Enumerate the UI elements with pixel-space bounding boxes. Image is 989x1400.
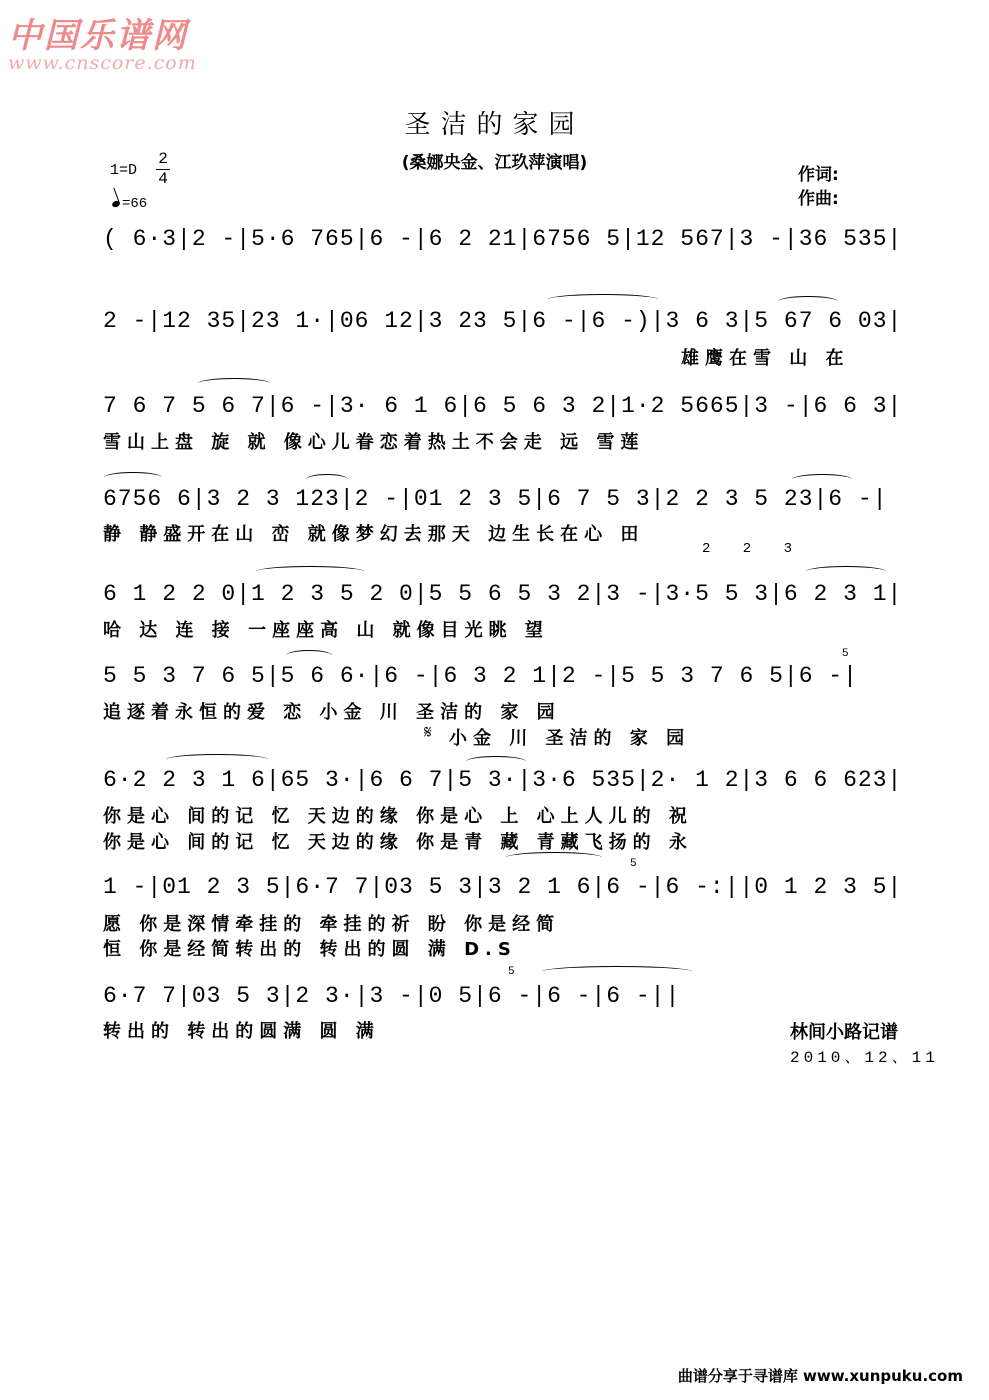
slur-arc [778, 296, 838, 307]
lyrics-system-9: 转出的 转出的圆满 圆 满 [103, 1021, 380, 1042]
key-signature: 1=D [110, 162, 138, 179]
time-signature-bottom: 4 [156, 169, 170, 189]
sub-notes: 2 2 3 [702, 541, 805, 557]
slur-arc [542, 966, 692, 977]
slur-arc [792, 474, 852, 485]
segno-icon: 𝄋 [424, 722, 432, 743]
quarter-note-icon [111, 200, 121, 208]
lyrics-system-2: 雄鹰在雪 山 在 [681, 348, 850, 369]
transcriber-credit: 林间小路记谱 [790, 1022, 898, 1043]
lyrics-system-8-verse-2: 恒 你是经简转出的 转出的圆 满 D.S [103, 939, 517, 960]
slur-arc [256, 566, 364, 577]
lyrics-system-6-verse-2: 小金 川 圣洁的 家 园 [449, 728, 691, 749]
slur-arc [548, 294, 658, 305]
score-system-1: ( 6·3|2 -|5·6 765|6 -|6 2 21|6756 5|12 567|3 -|36 535| [103, 226, 903, 252]
score-system-9: 6·7 7|03 5 3|2 3·|3 -|0 5|6 -|6 -|6 -|| [103, 983, 681, 1009]
song-title: 圣洁的家园 [404, 110, 585, 140]
lyrics-system-6-verse-1: 追逐着永恒的爱 恋 小金 川 圣洁的 家 园 [103, 702, 561, 723]
lyrics-system-7-verse-2: 你是心 间的记 忆 天边的缘 你是青 藏 青藏飞扬的 永 [103, 832, 693, 853]
lyricist-label: 作词: [798, 165, 839, 185]
grace-note-3: 5 [508, 966, 515, 978]
lyrics-system-7-verse-1: 你是心 间的记 忆 天边的缘 你是心 上 心上人儿的 祝 [103, 806, 693, 827]
score-system-4: 6756 6|3 2 3 123|2 -|01 2 3 5|6 7 5 3|2 2 3 5 23|6 -| [103, 486, 888, 512]
score-system-7: 6·2 2 3 1 6|65 3·|6 6 7|5 3·|3·6 535|2· 1 2|3 6 6 623| [103, 767, 903, 793]
time-signature [156, 150, 170, 189]
slur-arc [466, 756, 526, 767]
grace-note-1: 5 [842, 648, 849, 660]
slur-arc [166, 754, 268, 765]
score-system-3: 7 6 7 5 6 7|6 -|3· 6 1 6|6 5 6 3 2|1·2 5665|3 -|6 6 3| [103, 393, 903, 419]
lyrics-system-4: 静 静盛开在山 峦 就像梦幻去那天 边生长在心 田 [103, 524, 645, 545]
lyrics-system-3: 雪山上盘 旋 就 像心儿眷恋着热土不会走 远 雪莲 [103, 432, 645, 453]
slur-arc [286, 650, 332, 661]
lyrics-system-8-verse-1: 愿 你是深情牵挂的 牵挂的祈 盼 你是经简 [103, 914, 561, 935]
tempo-marking [112, 196, 147, 212]
time-signature-top: 2 [158, 150, 168, 168]
composer-label: 作曲: [798, 189, 839, 209]
slur-arc [506, 852, 602, 863]
slur-arc [104, 472, 162, 483]
slur-arc [306, 474, 348, 485]
slur-arc [198, 378, 270, 389]
score-system-6: 5 5 3 7 6 5|5 6 6·|6 -|6 3 2 1|2 -|5 5 3 7 6 5|6 -| [103, 663, 858, 689]
footer-source: 曲谱分享于寻谱库 www.xunpuku.com [677, 1367, 963, 1385]
singers-line: (桑娜央金、江玖萍演唱) [401, 153, 588, 173]
grace-note-2: 5 [630, 858, 637, 870]
tempo-value: =66 [122, 196, 148, 212]
score-system-5: 6 1 2 2 0|1 2 3 5 2 0|5 5 6 5 3 2|3 -|3·5 5 3|6 2 3 1| [103, 581, 903, 607]
score-system-2: 2 -|12 35|23 1·|06 12|3 23 5|6 -|6 -)|3 6 3|5 67 6 03| [103, 308, 903, 334]
lyrics-system-5: 哈 达 连 接 一座座高 山 就像目光眺 望 [103, 620, 549, 641]
transcription-date: 2010、12、11 [790, 1049, 939, 1067]
score-system-8: 1 -|01 2 3 5|6·7 7|03 5 3|3 2 1 6|6 -|6 -:||0 1 2 3 5| [103, 874, 903, 900]
watermark-url: www.cnscore.com [8, 52, 197, 74]
slur-arc [806, 566, 886, 577]
watermark-site-name: 中国乐谱网 [8, 16, 188, 56]
